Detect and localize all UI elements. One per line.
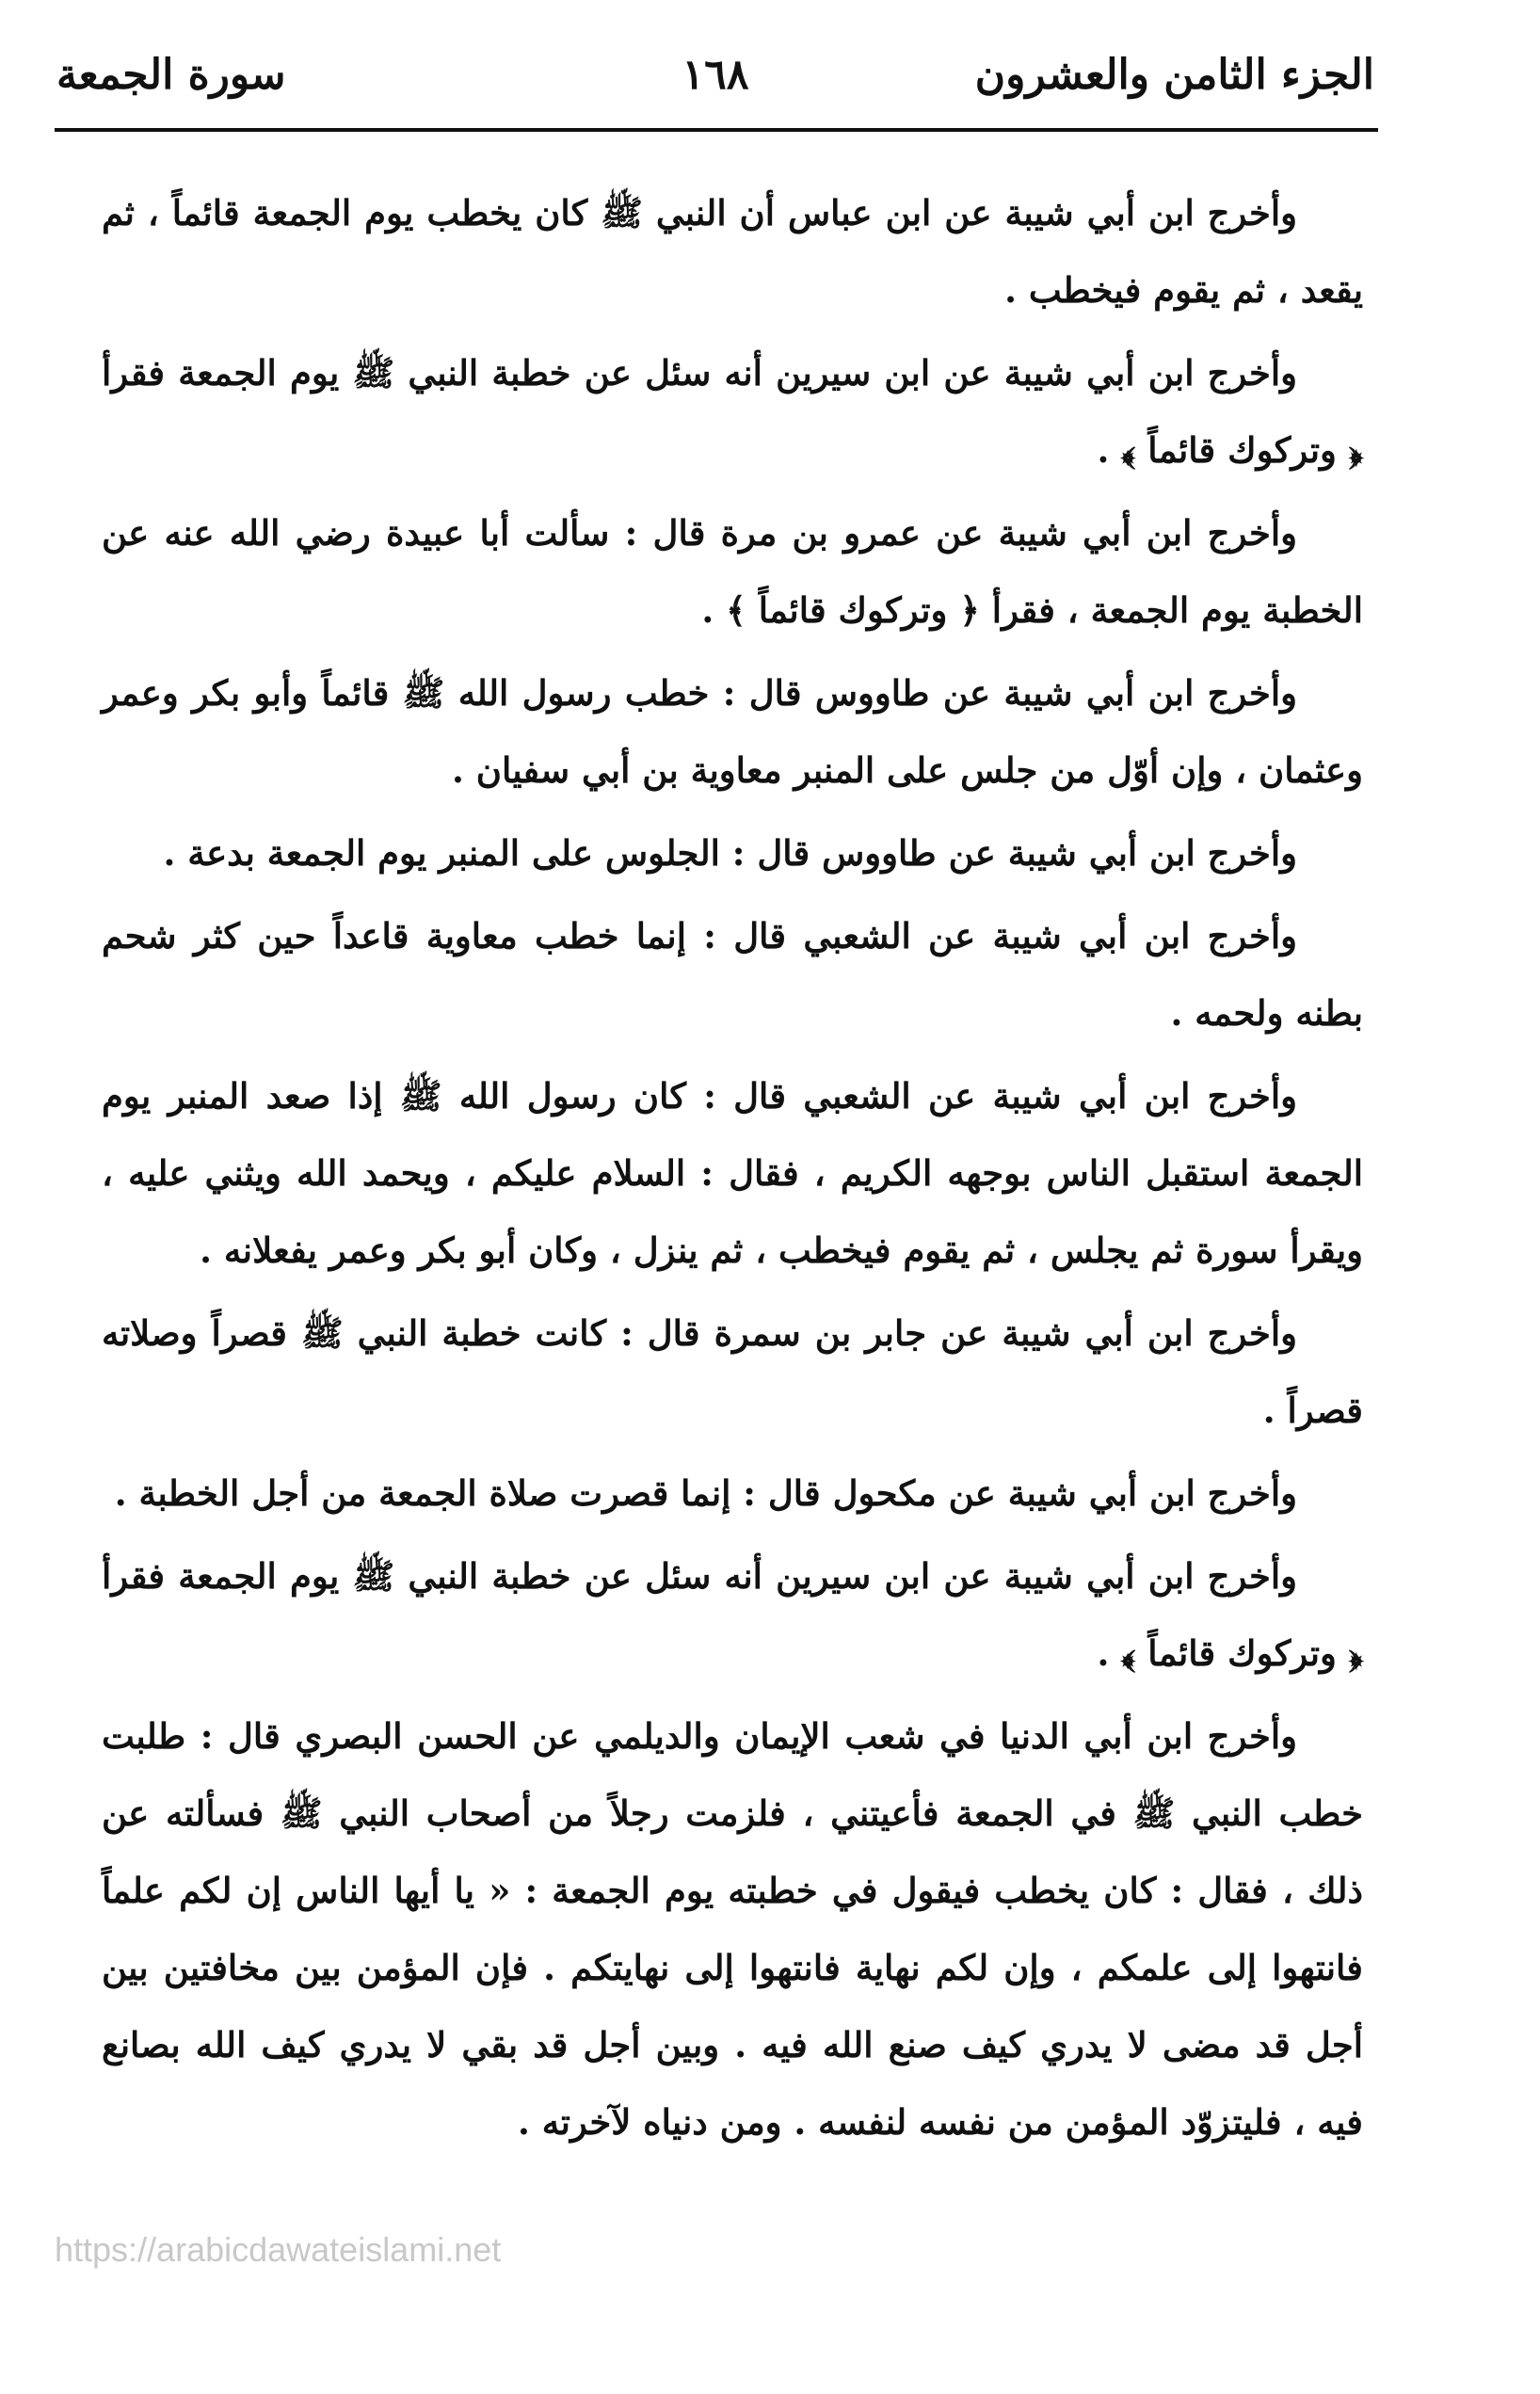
watermark-url: https://arabicdawateislami.net: [55, 2230, 502, 2269]
paragraph: وأخرج ابن أبي شيبة عن ابن عباس أن النبي ﷺ كان يخطب يوم الجمعة قائماً ، ثم يقعد ، ثم يقوم فيخطب .: [102, 192, 1363, 311]
header-divider: [55, 128, 1378, 132]
paragraph: وأخرج ابن أبي شيبة عن الشعبي قال : كان رسول الله ﷺ إذا صعد المنبر يوم الجمعة استقبل الناس بوجهه الكريم ، فقال : السلام عليكم ، ويحمد الله ويثني عليه ، ويقرأ سورة ثم يجلس ، ثم يقوم فيخطب ، ثم ينزل ، وكان أبو بكر وعمر يفعلانه .: [102, 1075, 1363, 1271]
page-number: ١٦٨: [682, 51, 749, 99]
paragraph: وأخرج ابن أبي شيبة عن الشعبي قال : إنما خطب معاوية قاعداً حين كثر شحم بطنه ولحمه .: [102, 915, 1363, 1034]
paragraph: وأخرج ابن أبي شيبة عن طاووس قال : الجلوس على المنبر يوم الجمعة بدعة .: [163, 832, 1297, 874]
surah-title: سورة الجمعة: [56, 51, 286, 99]
paragraph: وأخرج ابن أبي شيبة عن مكحول قال : إنما قصرت صلاة الجمعة من أجل الخطبة .: [114, 1472, 1297, 1514]
paragraph: وأخرج ابن أبي شيبة عن ابن سيرين أنه سئل عن خطبة النبي ﷺ يوم الجمعة فقرأ ﴿ وتركوك قائماً ﴾ .: [102, 352, 1363, 471]
paragraph: وأخرج ابن أبي شيبة عن ابن سيرين أنه سئل عن خطبة النبي ﷺ يوم الجمعة فقرأ ﴿ وتركوك قائماً ﴾ .: [102, 1555, 1363, 1674]
paragraph: وأخرج ابن أبي شيبة عن طاووس قال : خطب رسول الله ﷺ قائماً وأبو بكر وعمر وعثمان ، وإن أوّل من جلس على المنبر معاوية بن أبي سفيان .: [102, 672, 1363, 791]
part-title: الجزء الثامن والعشرون: [974, 51, 1374, 99]
paragraph: وأخرج ابن أبي شيبة عن عمرو بن مرة قال : سألت أبا عبيدة رضي الله عنه عن الخطبة يوم الجمعة ، فقرأ ﴿ وتركوك قائماً ﴾ .: [102, 512, 1363, 631]
page-header: [56, 38, 1374, 132]
paragraph: وأخرج ابن أبي شيبة عن جابر بن سمرة قال : كانت خطبة النبي ﷺ قصراً وصلاته قصراً .: [102, 1312, 1363, 1431]
page-body: [102, 174, 1363, 2226]
paragraph: وأخرج ابن أبي الدنيا في شعب الإيمان والديلمي عن الحسن البصري قال : طلبت خطب النبي ﷺ في الجمعة فأعيتني ، فلزمت رجلاً من أصحاب النبي ﷺ فسألته عن ذلك ، فقال : كان يخطب فيقول في خطبته يوم الجمعة : « يا أيها الناس إن لكم علماً فانتهوا إلى علمكم ، وإن لكم نهاية فانتهوا إلى نهايتكم . فإن المؤمن بين مخافتين بين أجل قد مضى لا يدري كيف صنع الله فيه . وبين أجل قد بقي لا يدري كيف الله بصانع فيه ، فليتزوّد المؤمن من نفسه لنفسه . ومن دنياه لآخرته .: [102, 1715, 1363, 2143]
